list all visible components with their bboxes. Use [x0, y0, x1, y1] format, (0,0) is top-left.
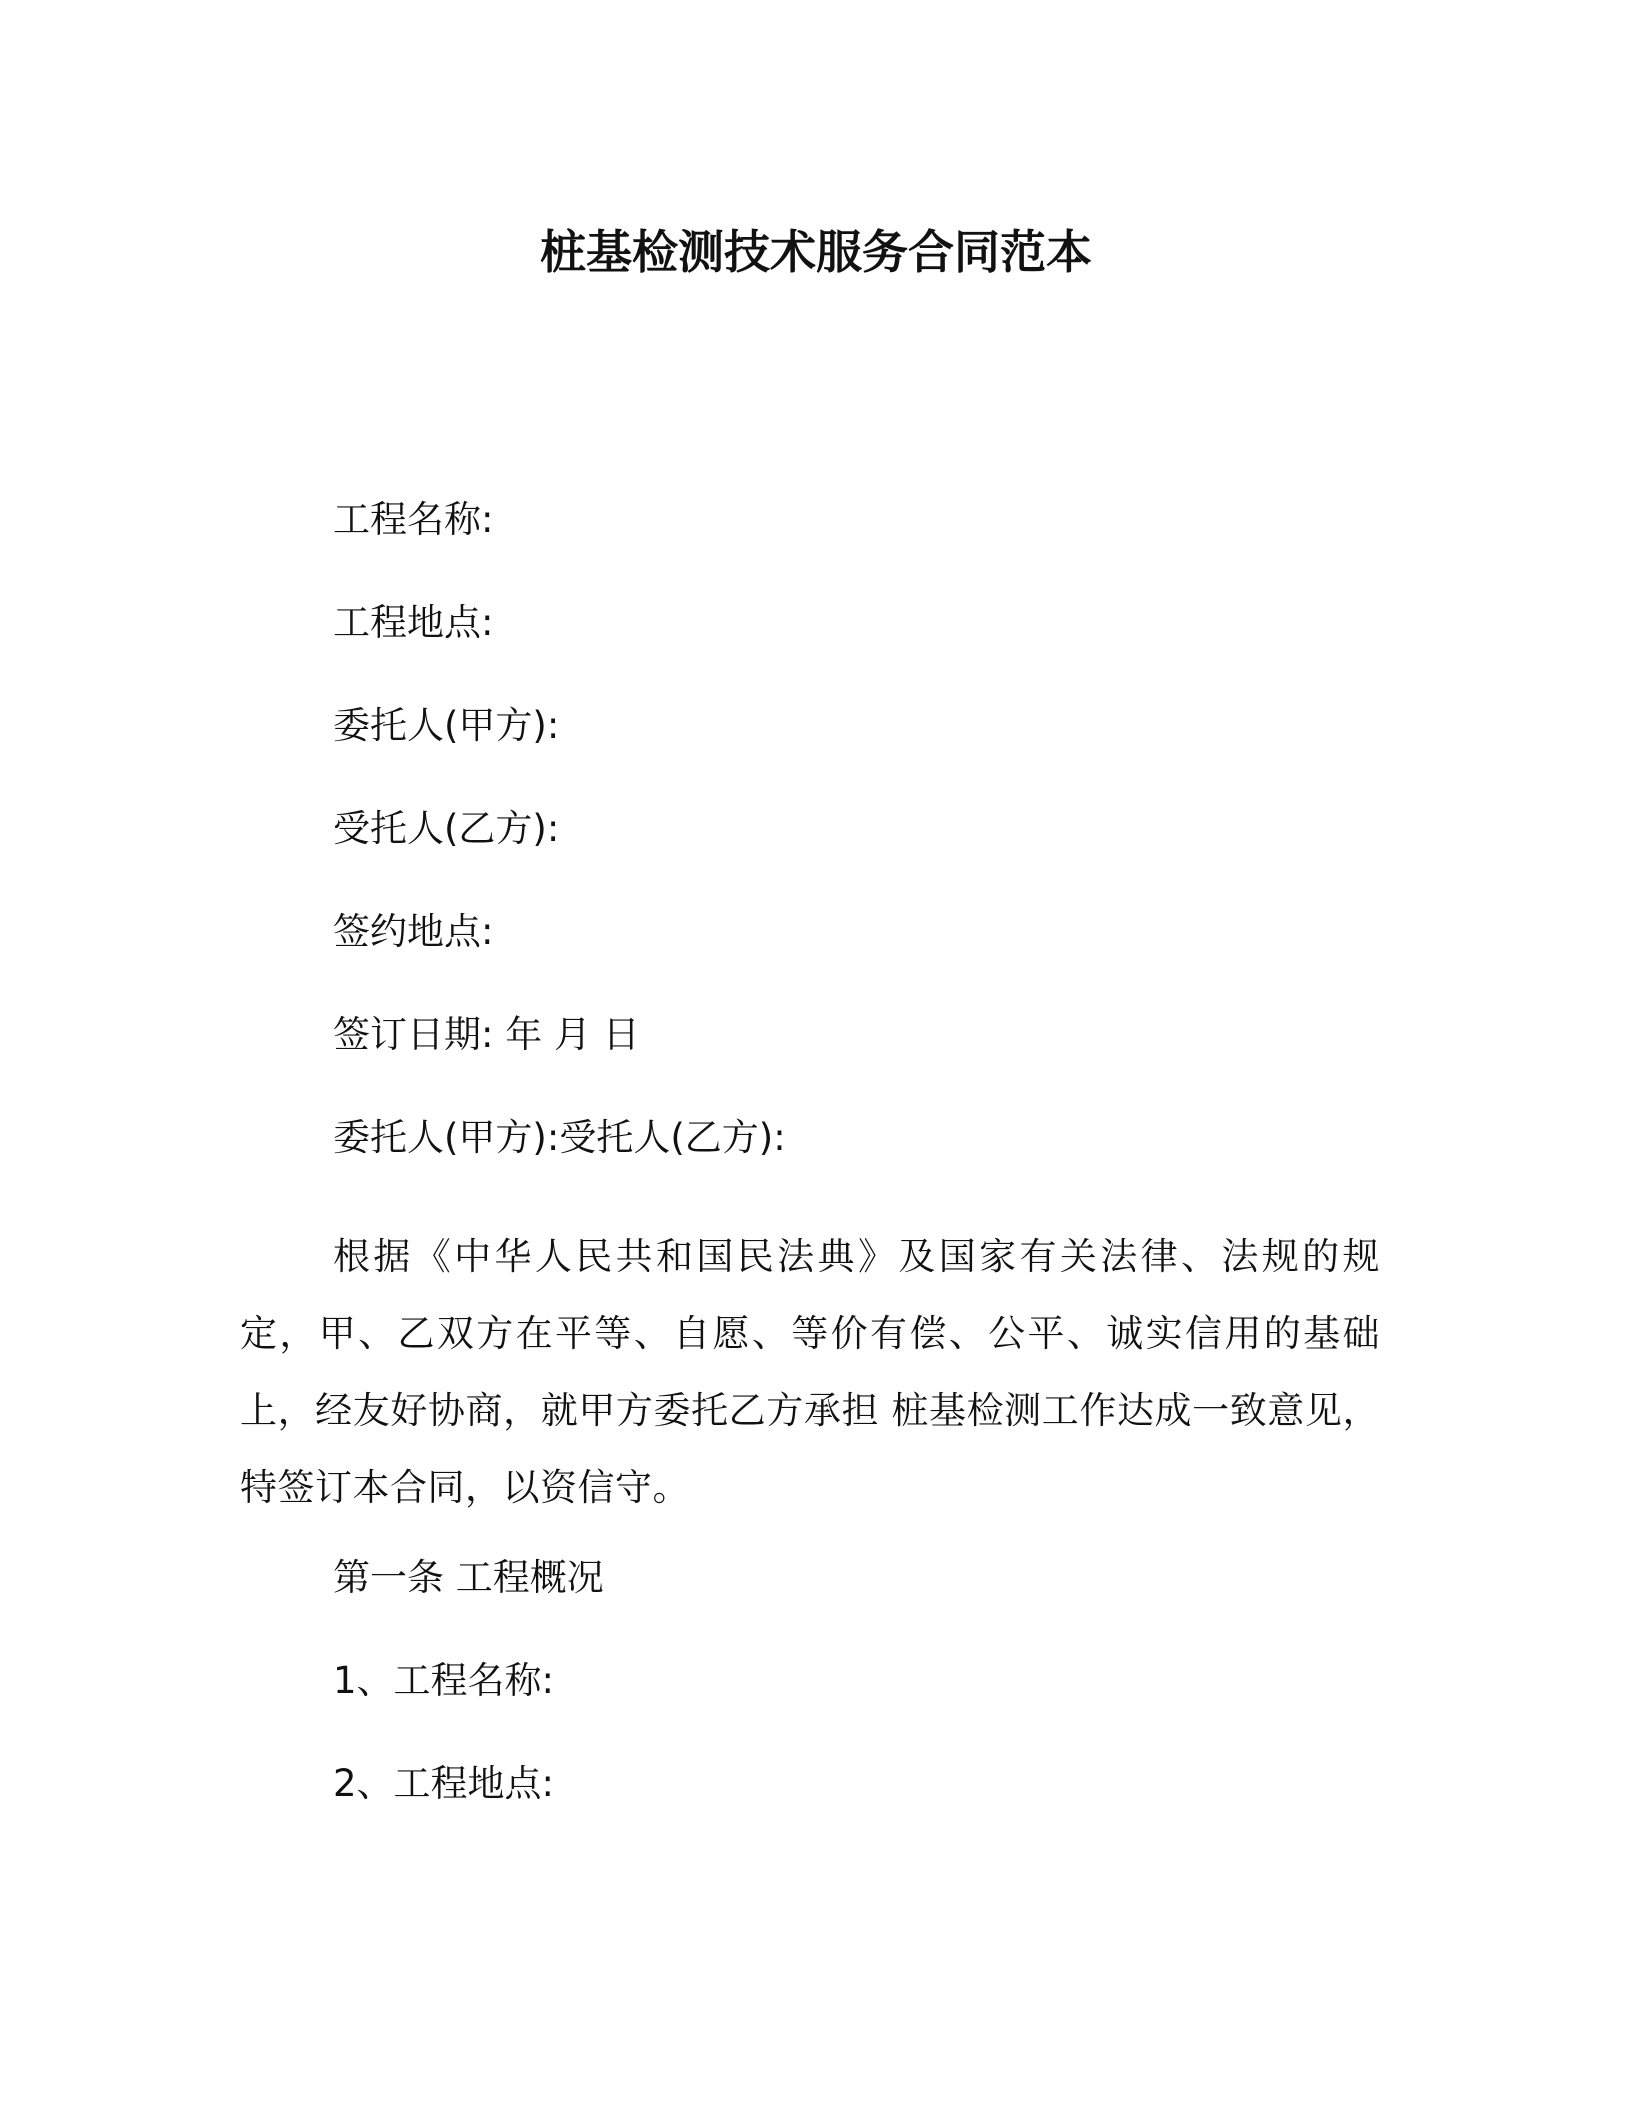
field-parties-line: 委托人(甲方):受托人(乙方):	[333, 1116, 786, 1159]
article-1-item-1: 1、工程名称:	[333, 1659, 555, 1702]
field-project-location: 工程地点:	[333, 601, 494, 644]
document-title: 桩基检测技术服务合同范本	[540, 225, 1092, 279]
article-1-item-2: 2、工程地点:	[333, 1762, 555, 1805]
preamble-paragraph: 根据《中华人民共和国民法典》及国家有关法律、法规的规定，甲、乙双方在平等、自愿、等价有偿、公平、诚实信用的基础上，经友好协商，就甲方委托乙方承担 桩基检测工作达成一致意见，特签订本合同，以资信守。	[240, 1235, 1380, 1509]
field-signing-date: 签订日期: 年 月 日	[333, 1013, 640, 1056]
field-client-party-a: 委托人(甲方):	[333, 704, 560, 747]
field-signing-place: 签约地点:	[333, 910, 494, 953]
field-contractor-party-b: 受托人(乙方):	[333, 807, 560, 850]
article-1-heading: 第一条 工程概况	[333, 1556, 604, 1599]
field-project-name: 工程名称:	[333, 498, 494, 541]
